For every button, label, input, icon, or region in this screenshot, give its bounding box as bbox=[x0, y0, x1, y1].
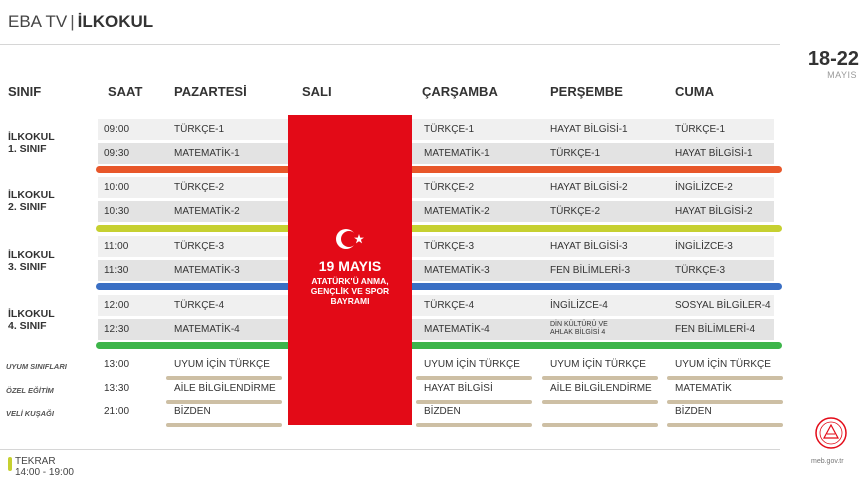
schedule-cell: UYUM İÇİN TÜRKÇE bbox=[424, 359, 520, 370]
schedule-cell: HAYAT BİLGİSİ-3 bbox=[550, 241, 628, 252]
schedule-cell-two-line: DİN KÜLTÜRÜ VE AHLAK BİLGİSİ 4 bbox=[550, 321, 608, 336]
schedule-cell: TÜRKÇE-2 bbox=[174, 182, 225, 193]
schedule-cell: FEN BİLİMLERİ-3 bbox=[550, 265, 631, 276]
schedule-cell: UYUM İÇİN TÜRKÇE bbox=[174, 359, 270, 370]
date-month: MAYIS bbox=[827, 70, 857, 80]
time-cell: 10:00 bbox=[104, 182, 130, 193]
school-level: İLKOKUL bbox=[77, 12, 154, 31]
time-cell: 21:00 bbox=[104, 406, 130, 417]
col-header-class: SINIF bbox=[8, 84, 42, 99]
time-cell: 12:00 bbox=[104, 300, 130, 311]
schedule-cell: UYUM İÇİN TÜRKÇE bbox=[675, 359, 771, 370]
schedule-cell: AİLE BİLGİLENDİRME bbox=[174, 383, 276, 394]
schedule-cell: MATEMATİK-1 bbox=[424, 148, 490, 159]
row-underline bbox=[542, 400, 658, 404]
schedule-cell: BİZDEN bbox=[675, 406, 712, 417]
class-label-4: İLKOKUL 4. SINIF bbox=[8, 308, 55, 332]
schedule-cell: TÜRKÇE-1 bbox=[174, 124, 225, 135]
schedule-cell: TÜRKÇE-3 bbox=[174, 241, 225, 252]
schedule-cell: MATEMATİK-3 bbox=[424, 265, 490, 276]
schedule-cell: HAYAT BİLGİSİ-2 bbox=[675, 206, 753, 217]
holiday-name: ATATÜRK'Ü ANMA, GENÇLİK VE SPOR BAYRAMI bbox=[310, 276, 390, 306]
time-cell: 11:00 bbox=[104, 241, 129, 252]
schedule-cell: MATEMATİK-1 bbox=[174, 148, 240, 159]
col-header-tuesday: SALI bbox=[302, 84, 332, 99]
time-cell: 13:30 bbox=[104, 383, 130, 394]
schedule-cell: HAYAT BİLGİSİ-1 bbox=[550, 124, 628, 135]
schedule-cell: HAYAT BİLGİSİ-2 bbox=[550, 182, 628, 193]
schedule-cell: MATEMATİK-3 bbox=[174, 265, 240, 276]
col-header-time: SAAT bbox=[108, 84, 143, 99]
schedule-cell: İNGİLİZCE-2 bbox=[675, 182, 733, 193]
uyum-label: UYUM SINIFLARI bbox=[6, 362, 67, 371]
schedule-cell: İNGİLİZCE-4 bbox=[550, 300, 608, 311]
group-separator-orange bbox=[96, 166, 782, 173]
row-underline bbox=[166, 423, 282, 427]
schedule-cell: TÜRKÇE-1 bbox=[675, 124, 726, 135]
group-separator-lime bbox=[96, 225, 782, 232]
schedule-cell: TÜRKÇE-3 bbox=[424, 241, 475, 252]
schedule-cell: TÜRKÇE-2 bbox=[424, 182, 475, 193]
time-cell: 12:30 bbox=[104, 324, 130, 335]
holiday-date: 19 MAYIS bbox=[318, 258, 382, 274]
veli-kusagi-label: VELİ KUŞAĞI bbox=[6, 409, 54, 418]
schedule-cell: UYUM İÇİN TÜRKÇE bbox=[550, 359, 646, 370]
row-underline bbox=[667, 423, 783, 427]
schedule-cell: FEN BİLİMLERİ-4 bbox=[675, 324, 756, 335]
website-url: meb.gov.tr bbox=[811, 458, 844, 465]
crescent-star-icon bbox=[333, 226, 367, 252]
schedule-cell: TÜRKÇE-4 bbox=[174, 300, 225, 311]
schedule-cell: İNGİLİZCE-3 bbox=[675, 241, 733, 252]
col-header-thursday: PERŞEMBE bbox=[550, 84, 623, 99]
tekrar-color-marker bbox=[8, 457, 12, 471]
time-cell: 11:30 bbox=[104, 265, 129, 276]
schedule-cell: BİZDEN bbox=[424, 406, 461, 417]
time-cell: 13:00 bbox=[104, 359, 130, 370]
row-underline bbox=[542, 423, 658, 427]
schedule-cell: HAYAT BİLGİSİ bbox=[424, 383, 493, 394]
page-title bbox=[8, 12, 153, 32]
ozel-egitim-label: ÖZEL EĞİTİM bbox=[6, 386, 54, 395]
time-cell: 09:00 bbox=[104, 124, 130, 135]
channel-name: EBA TV bbox=[8, 12, 68, 31]
header-divider bbox=[0, 44, 780, 45]
col-header-friday: CUMA bbox=[675, 84, 714, 99]
schedule-cell: MATEMATİK-2 bbox=[424, 206, 490, 217]
time-cell: 10:30 bbox=[104, 206, 130, 217]
schedule-cell: MATEMATİK-4 bbox=[424, 324, 490, 335]
schedule-cell: MATEMATİK-2 bbox=[174, 206, 240, 217]
schedule-cell: MATEMATİK bbox=[675, 383, 732, 394]
schedule-cell: TÜRKÇE-3 bbox=[675, 265, 726, 276]
schedule-cell: AİLE BİLGİLENDİRME bbox=[550, 383, 652, 394]
class-label-1: İLKOKUL 1. SINIF bbox=[8, 131, 55, 155]
class-label-3: İLKOKUL 3. SINIF bbox=[8, 249, 55, 273]
schedule-cell: TÜRKÇE-1 bbox=[424, 124, 475, 135]
group-separator-blue bbox=[96, 283, 782, 290]
schedule-cell: SOSYAL BİLGİLER-4 bbox=[675, 300, 771, 311]
footer-divider bbox=[0, 449, 780, 450]
schedule-cell: TÜRKÇE-1 bbox=[550, 148, 601, 159]
class-label-2: İLKOKUL 2. SINIF bbox=[8, 189, 55, 213]
col-header-monday: PAZARTESİ bbox=[174, 84, 247, 99]
meb-logo-icon bbox=[814, 416, 848, 454]
schedule-cell: TÜRKÇE-2 bbox=[550, 206, 601, 217]
schedule-cell: TÜRKÇE-4 bbox=[424, 300, 475, 311]
schedule-cell: MATEMATİK-4 bbox=[174, 324, 240, 335]
schedule-cell: BİZDEN bbox=[174, 406, 211, 417]
schedule-cell: HAYAT BİLGİSİ-1 bbox=[675, 148, 753, 159]
date-range: 18-22 bbox=[807, 48, 859, 70]
title-separator: | bbox=[70, 12, 75, 31]
col-header-wednesday: ÇARŞAMBA bbox=[422, 84, 498, 99]
row-underline bbox=[416, 423, 532, 427]
tekrar-legend: TEKRAR 14:00 - 19:00 bbox=[15, 456, 74, 478]
time-cell: 09:30 bbox=[104, 148, 130, 159]
group-separator-green bbox=[96, 342, 782, 349]
